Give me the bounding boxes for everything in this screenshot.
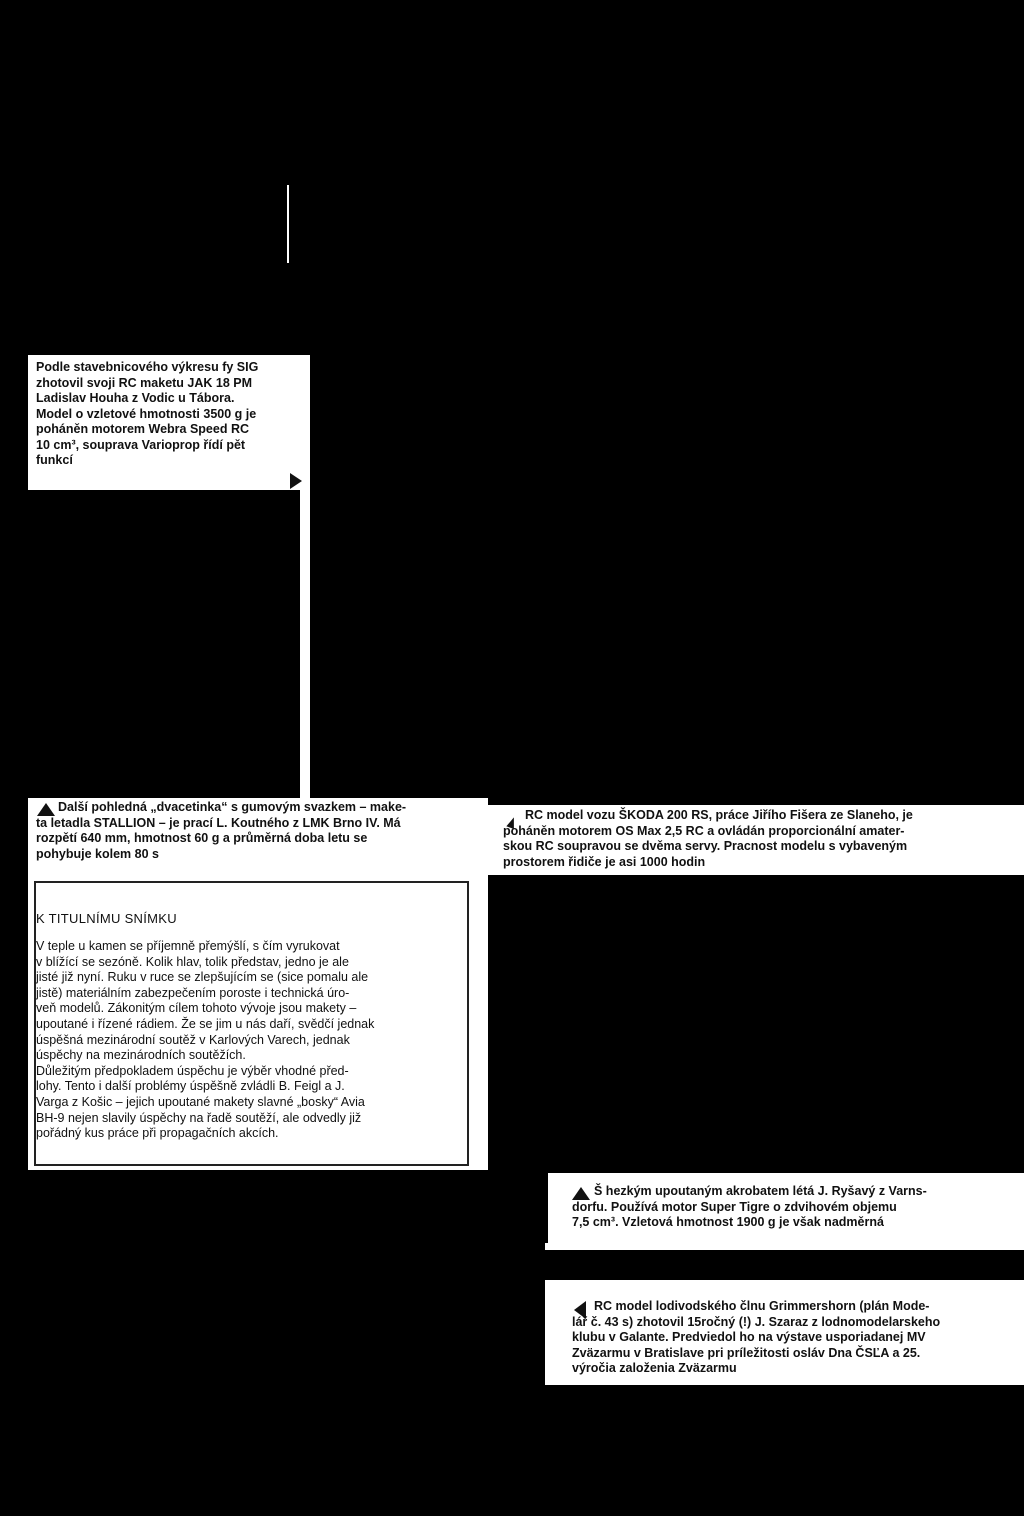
cover-note-title: K TITULNÍMU SNÍMKU xyxy=(36,911,177,926)
photo-bottom-boat xyxy=(545,1250,1024,1280)
photo-left-stallion xyxy=(0,355,28,798)
photo-left-strip xyxy=(0,798,28,1170)
photo-middle-stallion xyxy=(28,490,300,798)
cover-note-body: V teple u kamen se příjemně přemýšlí, s čím vyrukovat v blížící se sezóně. Kolik hlav, tolik představ, jedno je ale jisté již nyní. Ruku v ruce se zlepšujícím se (sice pomalu ale jistě) materiálním zabezpečením poroste i technická úro- veň modelů. Zákonitým cílem tohoto vývoje jsou makety – upoutané i řízené rádiem. Že se jim u nás daří, svědčí jednak úspěšná mezinárodní soutěž v Karlových Varech, jednak úspěchy na mezinárodních soutěžích. Důležitým předpokladem úspěchu je výběr vhodné před- lohy. Tento i další problémy úspěšně zvládli B. Feigl a J. Varga z Košic – jejich upoutané makety slavné „bosky“ Avia BH-9 nejen slavily úspěchy na řadě soutěží, ale odvedly již pořádný kus práce při propagačních akcích. xyxy=(36,939,375,1141)
caption-stallion: Další pohledná „dvacetinka“ s gumovým svazkem – make- ta letadla STALLION – je prací L. Koutného z LMK Brno IV. Má rozpětí 640 mm, hmotnost 60 g a průměrná doba letu se pohybuje kolem 80 s xyxy=(36,800,407,861)
photo-bottom-left xyxy=(0,1170,545,1516)
caption-boat: RC model lodivodského člnu Grimmershorn (plán Mode- lář č. 43 s) zhotovil 15ročný (!) J. Szaraz z lodnomodelarskeho klubu v Galante. Predviedol ho na výstave usporiadanej MV Zväzarmu v Bratislave pri príležitosti osláv Dna ČSĽA a 25. výročia založenia Zväzarmu xyxy=(572,1299,941,1375)
arrow-right-icon xyxy=(290,473,302,489)
photo-right-skoda xyxy=(310,355,1024,805)
caption-acrobat: Š hezkým upoutaným akrobatem létá J. Ryšavý z Varns- dorfu. Používá motor Super Tigre o zdvihovém objemu 7,5 cm³. Vzletová hmotnost 1900 g je však nadměrná xyxy=(572,1184,927,1229)
photo-bottom-right xyxy=(545,1385,1024,1516)
caption-skoda: RC model vozu ŠKODA 200 RS, práce Jiřího Fišera ze Slaneho, je poháněn motorem OS Max 2,5 RC a ovládán proporcionální amater- skou RC soupravou se dvěma servy. Pracnost modelu s vybaveným prostorem řidiče je asi 1000 hodin xyxy=(503,808,913,869)
caption-jak18: Podle stavebnicového výkresu fy SIG zhotovil svoji RC maketu JAK 18 PM Ladislav Houha z Vodic u Tábora. Model o vzletové hmotnosti 3500 g je poháněn motorem Webra Speed RC 10 cm³, souprava Varioprop řídí pět funkcí xyxy=(36,360,259,467)
photo-gutter-mark xyxy=(287,185,289,263)
photo-top xyxy=(0,0,1024,355)
